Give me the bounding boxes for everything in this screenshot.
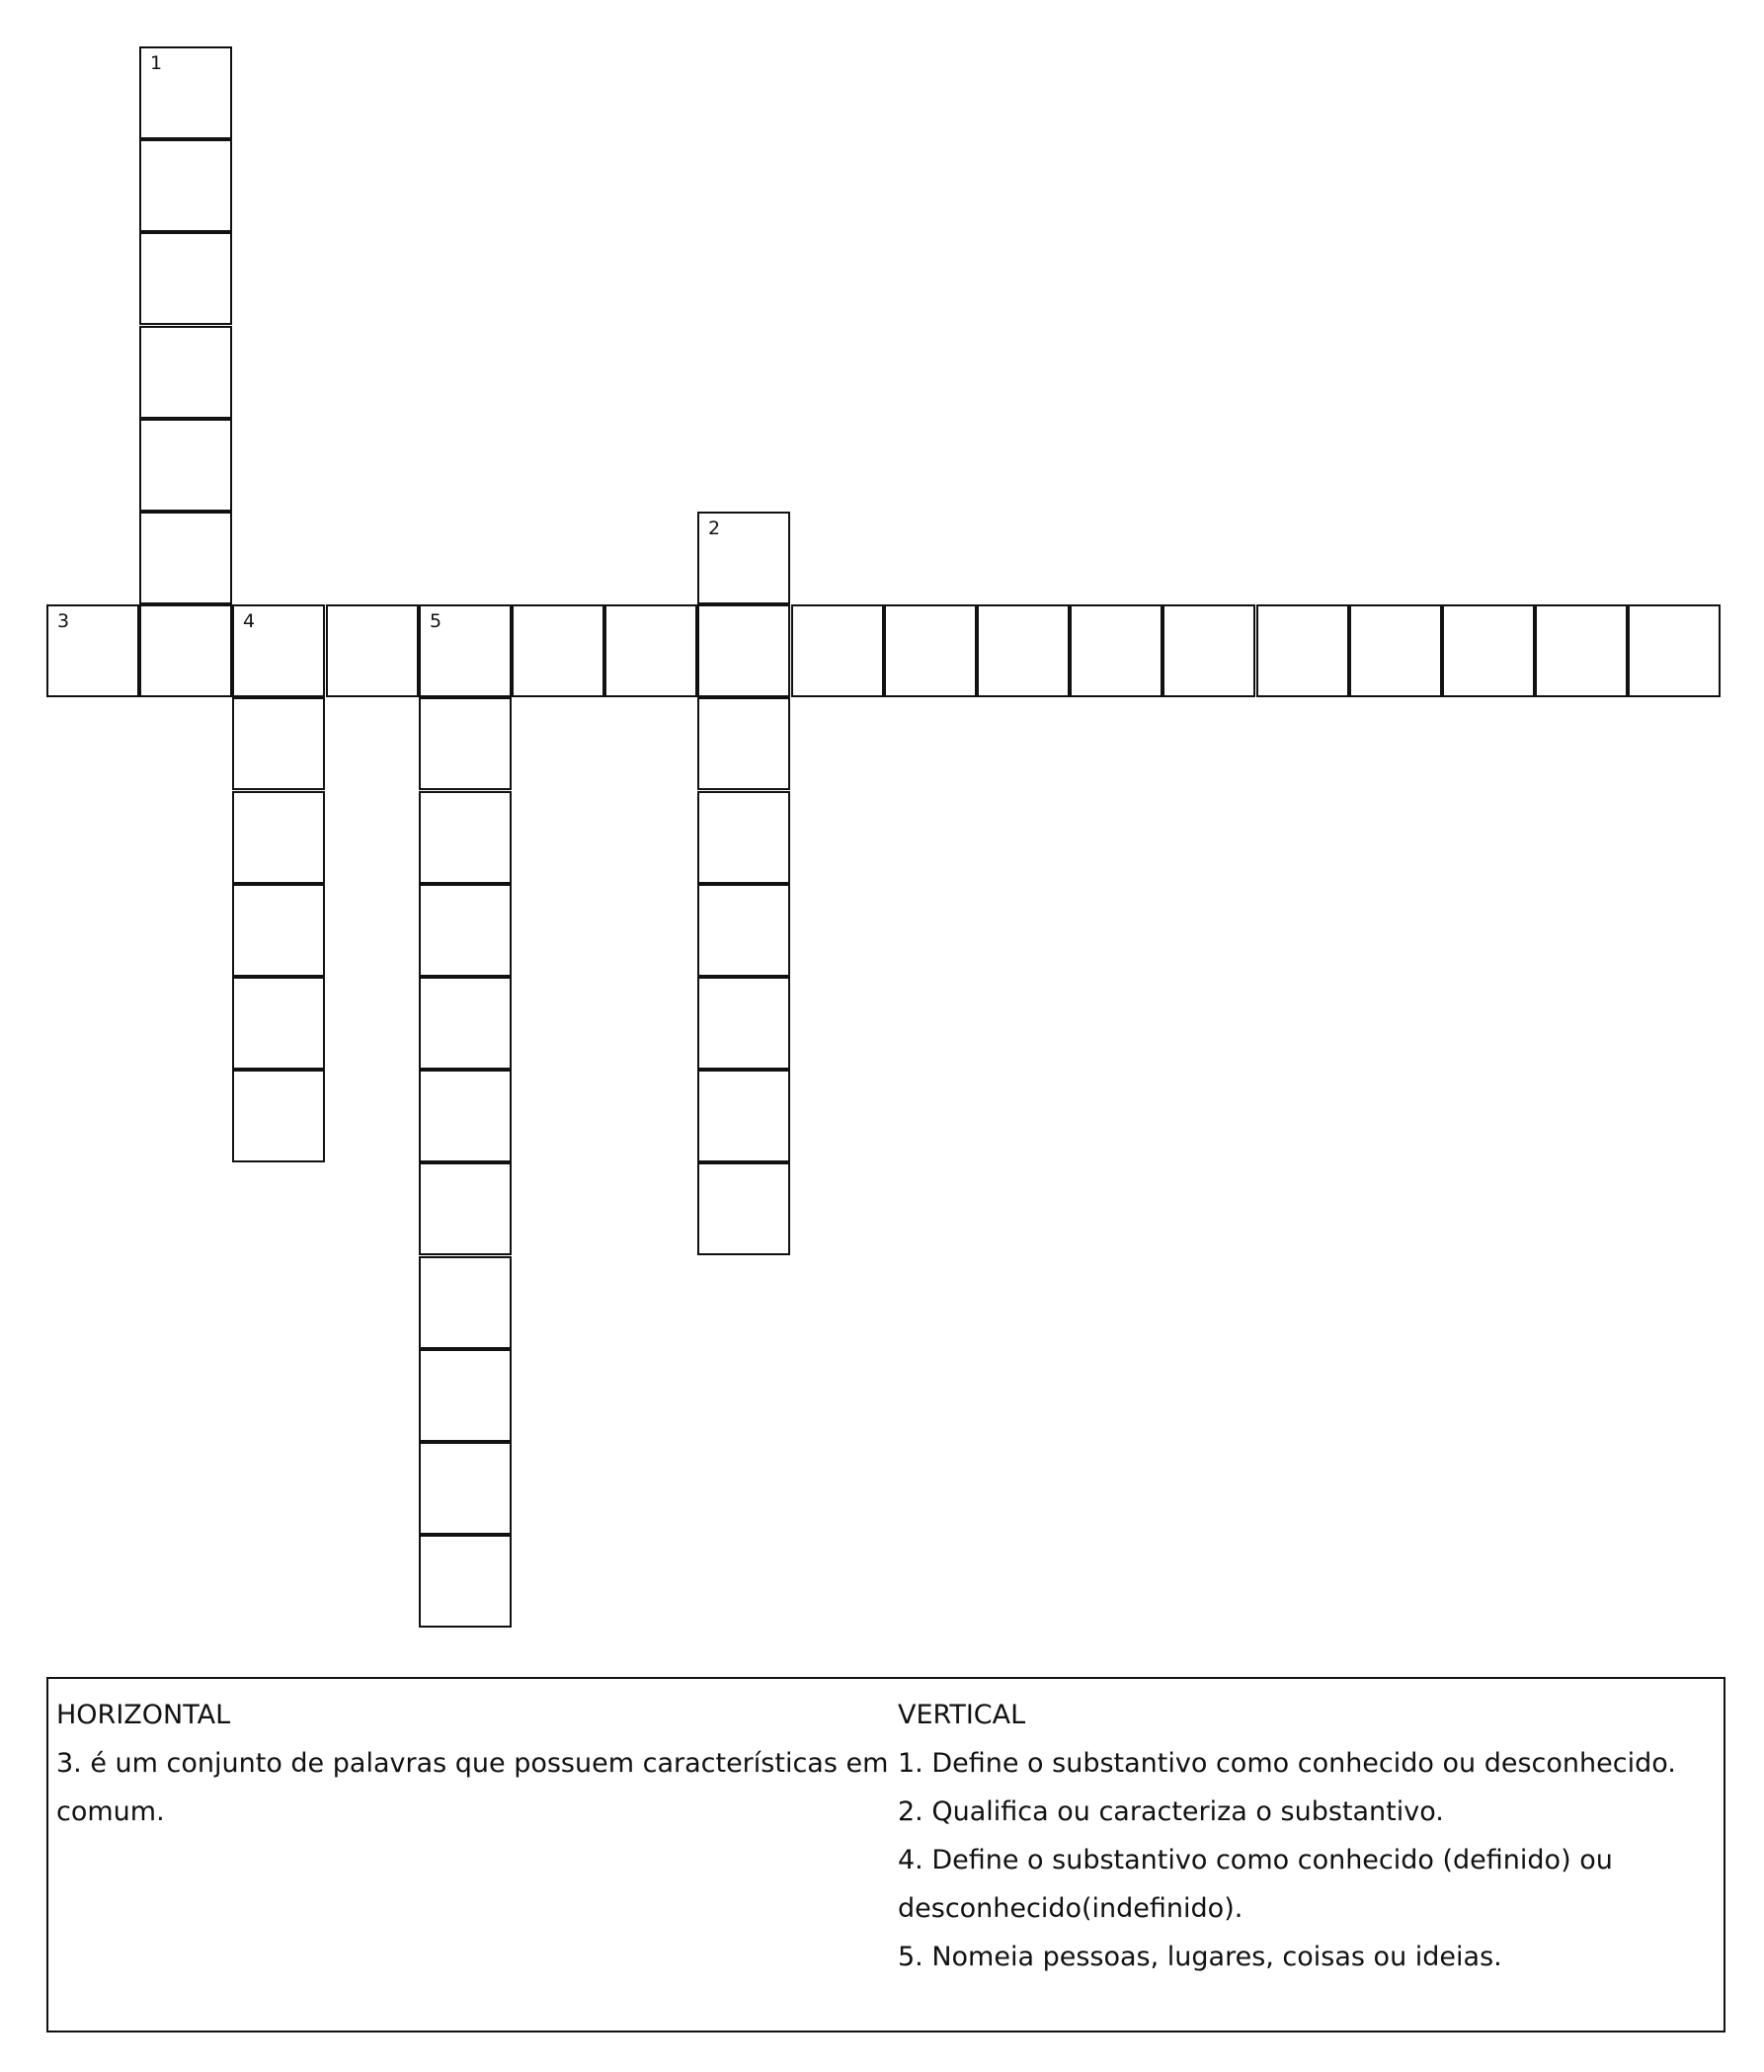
crossword-cell[interactable] (419, 1162, 512, 1255)
vertical-clue-line: 5. Nomeia pessoas, lugares, coisas ou ideias. (898, 1942, 1502, 1972)
crossword-cell[interactable] (419, 697, 512, 790)
vertical-clue-line: 1. Define o substantivo como conhecido ou desconhecido. (898, 1748, 1676, 1779)
crossword-cell[interactable] (139, 604, 232, 697)
crossword-cell[interactable] (139, 512, 232, 604)
crossword-cell[interactable] (512, 604, 604, 697)
crossword-cell[interactable] (1535, 604, 1628, 697)
crossword-cell[interactable] (232, 977, 325, 1070)
crossword-cell[interactable] (232, 884, 325, 977)
clue-number: 1 (150, 52, 163, 74)
clue-number: 3 (57, 610, 70, 632)
crossword-cell[interactable] (1256, 604, 1349, 697)
crossword-cell[interactable] (139, 139, 232, 232)
crossword-cell[interactable] (977, 604, 1070, 697)
vertical-heading: VERTICAL (898, 1700, 1026, 1730)
horizontal-clue-line: 3. é um conjunto de palavras que possuem características em (56, 1748, 889, 1779)
vertical-clue-line: 2. Qualifica ou caracteriza o substantivo. (898, 1796, 1444, 1827)
horizontal-clue-line: comum. (56, 1796, 165, 1827)
crossword-cell[interactable] (232, 604, 325, 697)
crossword-cell[interactable] (1163, 604, 1255, 697)
crossword-cell[interactable] (1442, 604, 1535, 697)
crossword-cell[interactable] (1628, 604, 1721, 697)
crossword-cell[interactable] (697, 1070, 790, 1162)
crossword-cell[interactable] (232, 791, 325, 884)
crossword-cell[interactable] (232, 1070, 325, 1162)
crossword-cell[interactable] (697, 697, 790, 790)
horizontal-heading: HORIZONTAL (56, 1700, 231, 1730)
crossword-cell[interactable] (419, 1535, 512, 1628)
crossword-cell[interactable] (419, 977, 512, 1070)
crossword-cell[interactable] (697, 884, 790, 977)
crossword-cell[interactable] (232, 697, 325, 790)
crossword-cell[interactable] (419, 1070, 512, 1162)
vertical-clue-line: 4. Define o substantivo como conhecido (definido) ou (898, 1845, 1613, 1875)
vertical-clue-line: desconhecido(indefinido). (898, 1893, 1243, 1924)
horizontal-clues (56, 1691, 891, 1836)
clues-box (46, 1677, 1725, 2032)
crossword-cell[interactable] (1070, 604, 1163, 697)
clue-number: 4 (243, 610, 256, 632)
crossword-cell[interactable] (139, 232, 232, 325)
crossword-cell[interactable] (139, 419, 232, 512)
vertical-clues (898, 1691, 1718, 1981)
crossword-cell[interactable] (697, 512, 790, 604)
crossword-cell[interactable] (139, 326, 232, 419)
crossword-cell[interactable] (419, 1256, 512, 1349)
crossword-cell[interactable] (1349, 604, 1442, 697)
crossword-cell[interactable] (419, 791, 512, 884)
clue-number: 5 (430, 610, 442, 632)
crossword-cell[interactable] (884, 604, 977, 697)
crossword-cell[interactable] (697, 977, 790, 1070)
crossword-cell[interactable] (326, 604, 419, 697)
crossword-cell[interactable] (139, 46, 232, 139)
crossword-cell[interactable] (419, 1442, 512, 1535)
crossword-cell[interactable] (697, 791, 790, 884)
crossword-cell[interactable] (419, 604, 512, 697)
crossword-cell[interactable] (791, 604, 884, 697)
crossword-cell[interactable] (46, 604, 139, 697)
crossword-cell[interactable] (419, 884, 512, 977)
crossword-cell[interactable] (604, 604, 697, 697)
crossword-cell[interactable] (419, 1349, 512, 1442)
clue-number: 2 (708, 518, 721, 539)
crossword-cell[interactable] (697, 1162, 790, 1255)
crossword-cell[interactable] (697, 604, 790, 697)
